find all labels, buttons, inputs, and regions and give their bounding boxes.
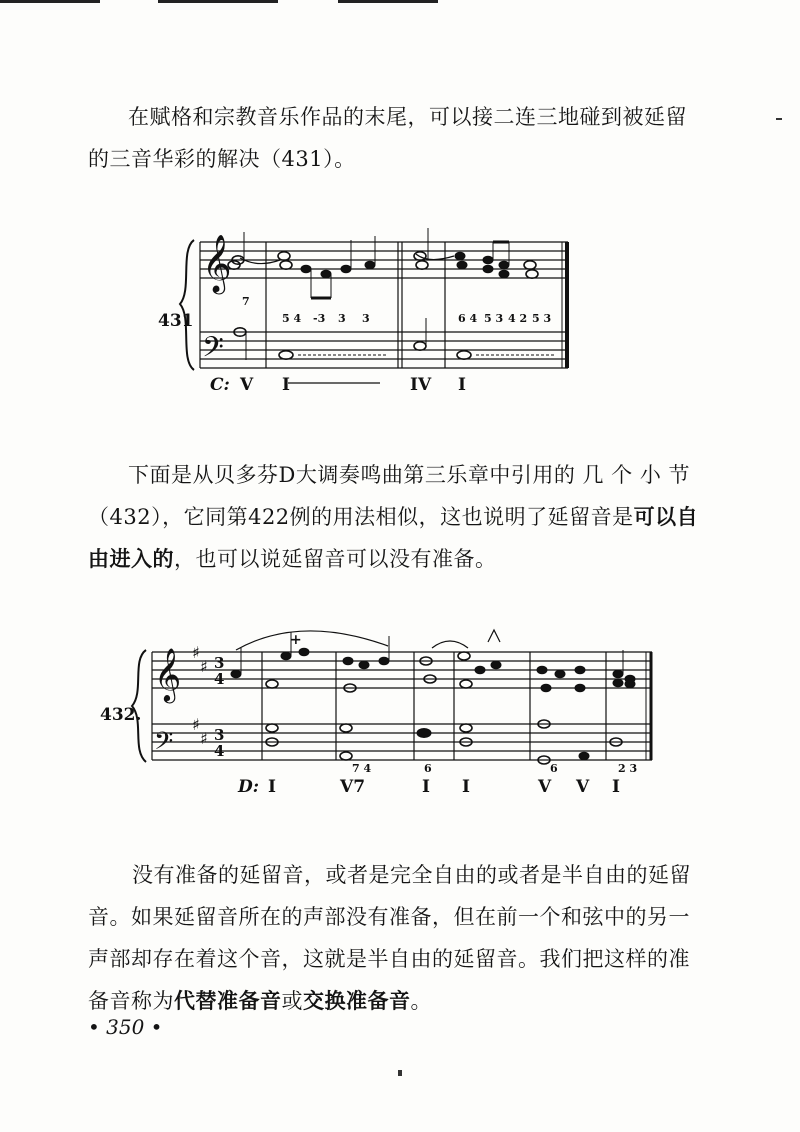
page-number: • 350 • [88,1015,163,1039]
top-rule [338,0,438,3]
harmony-432-5: V [538,777,552,797]
figure-432: 6 [550,762,558,775]
harmony-432-4: I [462,777,470,797]
paragraph-3-line-4-text: 或 [281,989,303,1013]
paragraph-2-line-3-emphasis: 由进入的 [88,546,174,571]
harmony-431-3: IV [410,375,432,395]
score-432-figure [100,620,660,810]
harmony-432-2: V7 [340,777,366,797]
paragraph-3-line-1: 没有准备的延留音，或者是完全自由的或者是半自由的延留 [132,863,691,887]
paragraph-2-line-1: 下面是从贝多芬D大调奏鸣曲第三乐章中引用的 几 个 小 节 [128,463,691,487]
figure-431: 5 3 [484,312,504,325]
example-number-431: 431 [158,311,194,331]
harmony-431-2: I [282,375,290,395]
harmony-432-1: I [268,777,276,797]
svg-text:3: 3 [214,726,225,744]
harmony-431-4: I [458,375,466,395]
svg-text:𝄞: 𝄞 [202,234,232,292]
figure-431: 5 3 [532,312,552,325]
figure-431: 4 2 [508,312,528,325]
svg-text:+: + [290,632,302,648]
harmony-431-1: V [240,375,254,395]
svg-text:♯: ♯ [200,729,208,748]
figure-431: 3 [362,312,370,325]
svg-text:4: 4 [214,670,225,688]
paragraph-2-line-3-text: ，也可以说延留音可以没有准备。 [174,547,497,571]
svg-text:𝄢: 𝄢 [154,727,174,762]
svg-text:♯: ♯ [192,715,200,734]
svg-text:𝄢: 𝄢 [202,331,224,371]
svg-text:3: 3 [214,654,225,672]
figure-431: 6 4 [458,312,478,325]
music-example-431 [158,220,578,400]
figure-432: 2 3 [618,762,638,775]
paragraph-3-line-2: 音。如果延留音所在的声部没有准备，但在前一个和弦中的另一 [88,905,690,929]
term-substitute-preparation: 代替准备音 [174,988,282,1013]
top-rule [158,0,278,3]
figure-431: 5 4 [282,312,302,325]
figure-431: 7 [242,295,250,308]
score-431-figure [158,220,578,400]
music-example-432 [100,620,660,810]
example-number-432: 432. [100,705,142,725]
svg-text:4: 4 [214,742,225,760]
figure-432: 6 [424,762,432,775]
figure-431: -3 [313,312,326,325]
paragraph-2-line-2-text: （432），它同第422例的用法相似，这也说明了延留音是 [88,505,634,529]
harmony-432-3: I [422,777,430,797]
svg-text:𝄞: 𝄞 [154,647,182,701]
paragraph-1-line-1: 在赋格和宗教音乐作品的末尾，可以接二连三地碰到被延留 [128,105,687,129]
paragraph-2-line-2-emphasis: 可以自 [633,504,699,529]
print-speck [776,118,782,120]
key-label-432: D: [238,777,260,797]
svg-text:♯: ♯ [192,643,200,662]
top-rule [0,0,100,3]
paragraph-3-line-4-text: 备音称为 [88,989,174,1013]
paragraph-2-line-2 [88,495,698,539]
paragraph-1-line-2: 的三音华彩的解决（431）。 [88,147,356,171]
term-exchange-preparation: 交换准备音 [303,988,411,1013]
print-speck [398,1070,402,1076]
harmony-432-7: I [612,777,620,797]
key-label-431: C: [210,375,230,395]
harmony-432-6: V [576,777,590,797]
paragraph-3-line-4-text: 。 [410,989,432,1013]
figure-432: 7 4 [352,762,372,775]
paragraph-3-line-3: 声部却存在着这个音，这就是半自由的延留音。我们把这样的准 [88,947,690,971]
svg-text:♯: ♯ [200,657,208,676]
figure-431: 3 [338,312,346,325]
paragraph-2-line-3 [88,537,497,581]
